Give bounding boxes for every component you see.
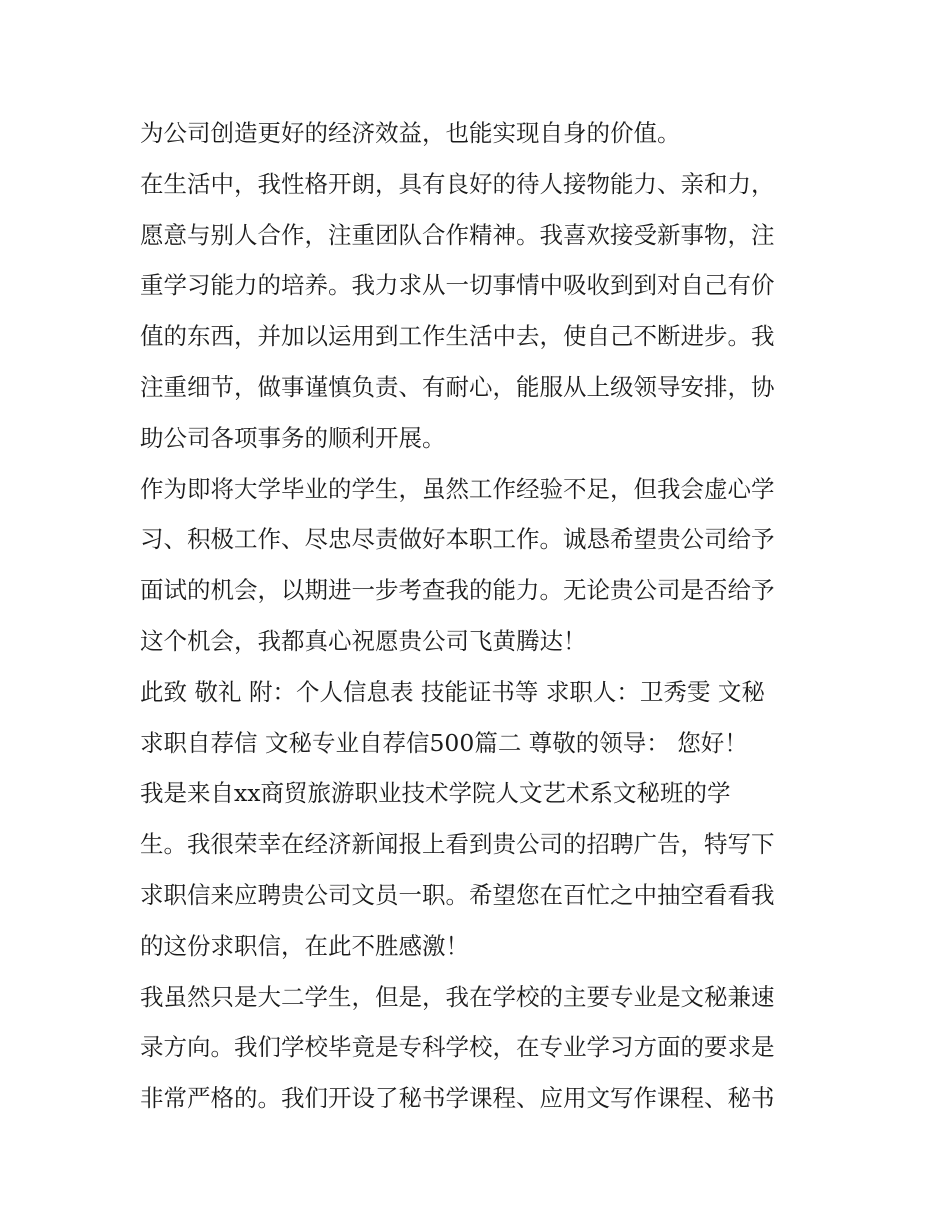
body-text (140, 108, 820, 1124)
text-line: 此致 敬礼 附：个人信息表 技能证书等 求职人：卫秀雯 文秘 (140, 677, 765, 706)
text-line: 愿意与别人合作，注重团队合作精神。我喜欢接受新事物，注 (140, 220, 775, 249)
text-line: 面试的机会，以期进一步考查我的能力。无论贵公司是否给予 (140, 576, 775, 605)
text-line: 习、积极工作、尽忠尽责做好本职工作。诚恳希望贵公司给予 (140, 525, 775, 554)
text-line: 求职自荐信 文秘专业自荐信500篇二 尊敬的领导： 您好！ (140, 728, 748, 757)
text-line: 在生活中，我性格开朗，具有良好的待人接物能力、亲和力， (140, 169, 775, 198)
text-line: 注重细节，做事谨慎负责、有耐心，能服从上级领导安排，协 (140, 372, 775, 401)
text-line: 值的东西，并加以运用到工作生活中去，使自己不断进步。我 (140, 322, 775, 351)
text-line: 非常严格的。我们开设了秘书学课程、应用文写作课程、秘书 (140, 1084, 775, 1113)
text-line: 生。我很荣幸在经济新闻报上看到贵公司的招聘广告，特写下 (140, 830, 775, 859)
text-line: 为公司创造更好的经济效益，也能实现自身的价值。 (140, 119, 681, 147)
text-line: 重学习能力的培养。我力求从一切事情中吸收到到对自己有价 (140, 271, 775, 300)
text-line: 助公司各项事务的顺利开展。 (140, 423, 446, 452)
text-line: 求职信来应聘贵公司文员一职。希望您在百忙之中抽空看看我 (140, 880, 775, 909)
text-line: 我是来自xx商贸旅游职业技术学院人文艺术系文秘班的学 (140, 779, 731, 808)
text-line: 这个机会，我都真心祝愿贵公司飞黄腾达！ (140, 626, 587, 655)
text-line: 我虽然只是大二学生，但是，我在学校的主要专业是文秘兼速 (140, 982, 775, 1011)
text-line: 录方向。我们学校毕竟是专科学校，在专业学习方面的要求是 (140, 1033, 775, 1062)
text-line: 的这份求职信，在此不胜感激！ (140, 931, 469, 960)
text-line: 作为即将大学毕业的学生，虽然工作经验不足，但我会虚心学 (140, 474, 775, 503)
